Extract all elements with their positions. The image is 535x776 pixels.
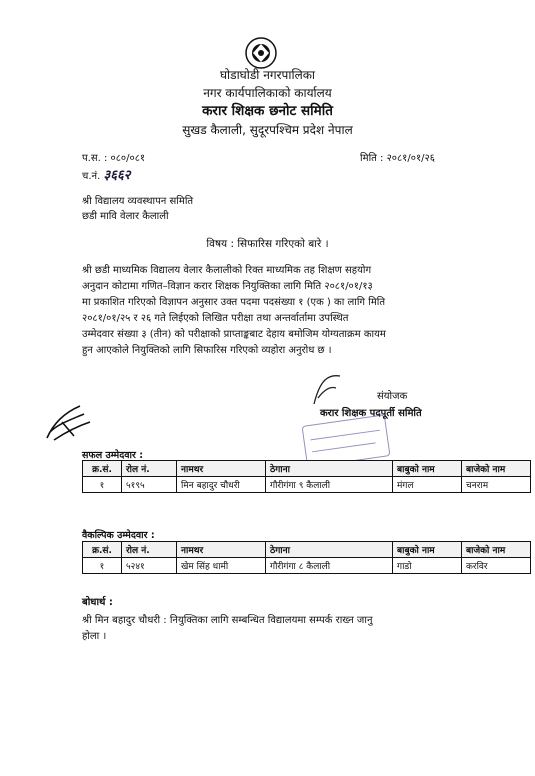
col-roll: रोल नं. bbox=[122, 542, 177, 558]
office-name: नगर कार्यपालिकाको कार्यालय bbox=[203, 86, 332, 100]
col-father: बाबुको नाम bbox=[393, 461, 462, 477]
col-roll: रोल नं. bbox=[122, 461, 177, 477]
municipality-name: घोडाघोडी नगरपालिका bbox=[219, 68, 316, 82]
cell-roll: ५२४१ bbox=[122, 558, 177, 574]
col-address: ठेगाना bbox=[266, 461, 393, 477]
cell-serial: १ bbox=[83, 558, 122, 574]
table-row bbox=[83, 558, 531, 574]
letter-cn-label: च.नं. bbox=[82, 171, 101, 182]
body-line: हुन आएकोले नियुक्तिको लागि सिफारिस गरिएको व्यहोरा अनुरोध छ । bbox=[82, 345, 332, 356]
cell-grandfather: चनराम bbox=[462, 477, 531, 493]
body-line: उम्मेदवार संख्या ३ (तीन) को परीक्षाको प्राप्ताङ्कबाट देहाय बमोजिम योग्यताक्रम कायम bbox=[82, 329, 386, 340]
cell-address: गौरीगंगा ८ कैलाली bbox=[266, 558, 393, 574]
alternate-candidate-table bbox=[82, 541, 531, 574]
body-line: मा प्रकाशित गरिएको विज्ञापन अनुसार उक्त पदमा पदसंख्या १ (एक ) का लागि मिति bbox=[82, 297, 386, 308]
letter-cn-value: ३६६२ bbox=[103, 168, 131, 183]
cell-name: मिन बहादुर चौधरी bbox=[177, 477, 266, 493]
signature-role: संयोजक bbox=[377, 391, 408, 402]
col-grandfather: बाजेको नाम bbox=[462, 542, 531, 558]
alternate-candidate-label: वैकल्पिक उम्मेदवार : bbox=[82, 530, 155, 541]
col-serial: क्र.सं. bbox=[83, 542, 122, 558]
handwritten-mark-icon bbox=[44, 402, 94, 444]
cc-label: बोधार्थ : bbox=[82, 597, 113, 608]
table-header-row bbox=[83, 461, 531, 477]
table-header-row bbox=[83, 542, 531, 558]
signature-committee: करार शिक्षक पदपूर्ती समिति bbox=[320, 408, 422, 419]
cell-address: गौरीगंगा ९ कैलाली bbox=[266, 477, 393, 493]
letter-date: मिति : २०८१/०१/२६ bbox=[360, 153, 435, 164]
municipality-emblem-icon bbox=[238, 36, 284, 70]
cc-line-1: श्री मिन बहादुर चौधरी : नियुक्तिका लागि सम्बन्धित विद्यालयमा सम्पर्क राख्न जानु bbox=[82, 615, 373, 626]
col-address: ठेगाना bbox=[266, 542, 393, 558]
body-line: २०८१/०१/२५ र २६ गते लिईएको लिखित परीक्षा तथा अन्तर्वार्तामा उपस्थित bbox=[82, 313, 349, 324]
letter-body bbox=[82, 263, 482, 359]
successful-candidate-table bbox=[82, 460, 531, 493]
cell-name: खेम सिंह धामी bbox=[177, 558, 266, 574]
letter-subject: विषय : सिफारिस गरिएको बारे । bbox=[206, 238, 329, 250]
successful-candidate-label: सफल उम्मेदवार : bbox=[82, 450, 144, 461]
letter-cn bbox=[82, 165, 131, 183]
body-line: श्री छडी माध्यमिक विद्यालय वेलार कैलालीको रिक्त माध्यमिक तह शिक्षण सहयोग bbox=[82, 265, 372, 276]
recipient-line-2: छडी मावि वेलार कैलाली bbox=[82, 211, 169, 222]
table-row bbox=[83, 477, 531, 493]
signature-scribble-icon bbox=[310, 370, 344, 410]
col-name: नामथर bbox=[177, 461, 266, 477]
col-name: नामथर bbox=[177, 542, 266, 558]
cell-father: गाडो bbox=[393, 558, 462, 574]
recipient-line-1: श्री विद्यालय व्यवस्थापन समिति bbox=[82, 196, 194, 207]
cell-father: मंगल bbox=[393, 477, 462, 493]
cell-serial: १ bbox=[83, 477, 122, 493]
cell-grandfather: करविर bbox=[462, 558, 531, 574]
body-line: अनुदान कोटामा गणित–विज्ञान करार शिक्षक नियुक्तिका लागि मिति २०८१/०१/१३ bbox=[82, 281, 373, 292]
letter-ps-number: प.स. : ०८०/०८१ bbox=[82, 153, 146, 164]
col-father: बाबुको नाम bbox=[393, 542, 462, 558]
col-serial: क्र.सं. bbox=[83, 461, 122, 477]
cell-roll: ५१९५ bbox=[122, 477, 177, 493]
committee-name: करार शिक्षक छनोट समिति bbox=[202, 103, 333, 119]
office-address: सुखड कैलाली, सुदूरपश्चिम प्रदेश नेपाल bbox=[182, 123, 353, 137]
col-grandfather: बाजेको नाम bbox=[462, 461, 531, 477]
cc-line-2: होला । bbox=[82, 631, 107, 642]
